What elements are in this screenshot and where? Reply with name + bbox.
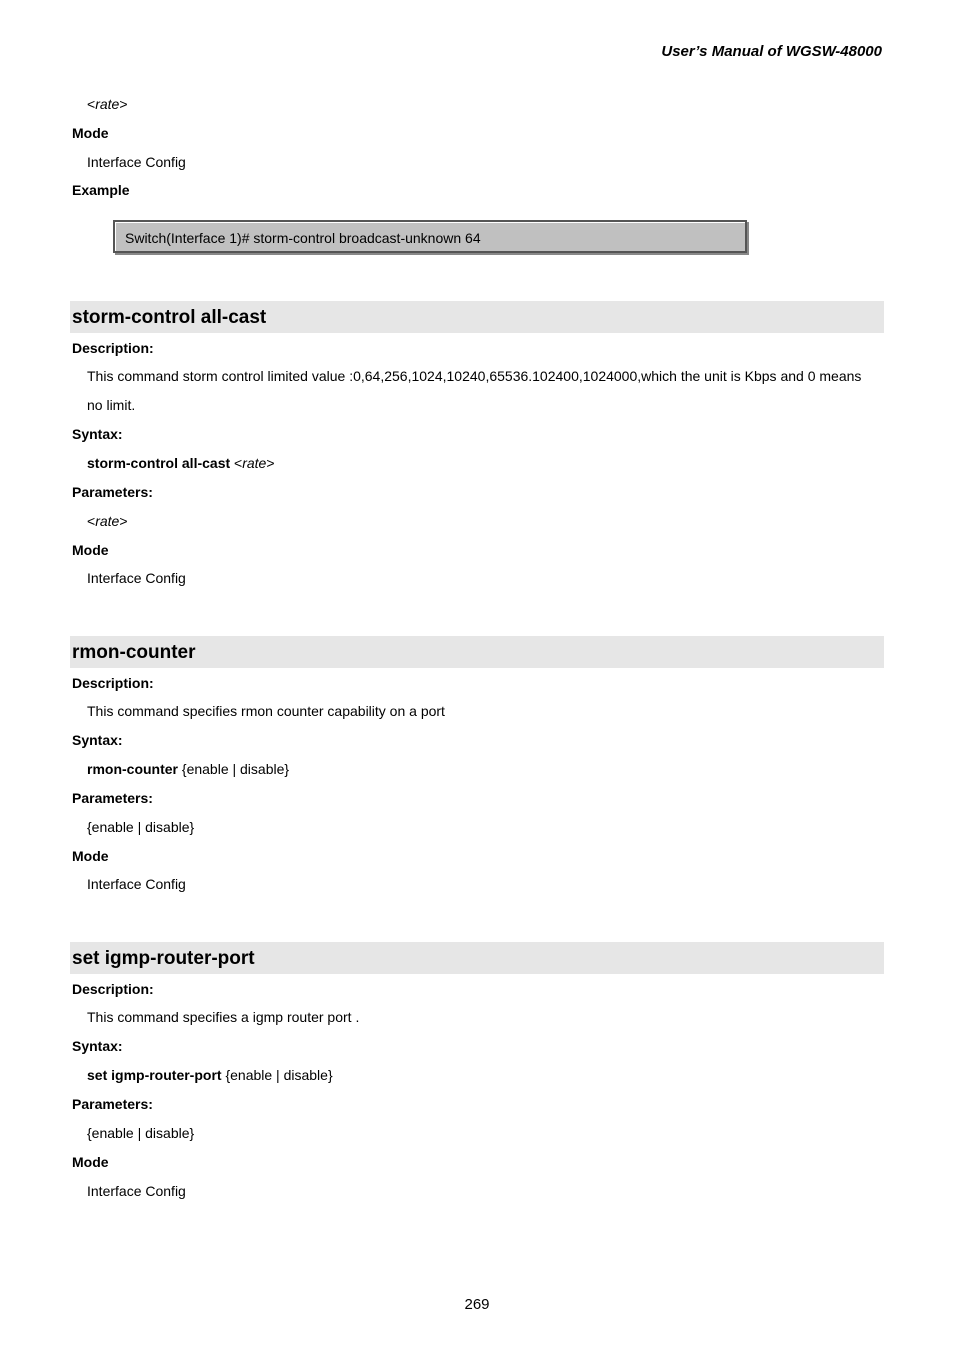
parameters-value [87,513,128,529]
description-text: This command specifies rmon counter capability on a port [87,703,445,719]
section-title: storm-control all-cast [72,307,267,328]
syntax-line [87,761,289,777]
section-heading-storm-control-all-cast [70,301,884,333]
param-close: > [119,513,128,529]
mode-value: Interface Config [87,876,186,892]
mode-value: Interface Config [87,154,186,170]
syntax-label: Syntax: [72,732,123,748]
description-text-cont: no limit. [87,397,136,413]
section-title: rmon-counter [72,642,196,663]
parameters-value: {enable | disable} [87,1125,195,1141]
syntax-line [87,1067,333,1083]
mode-label: Mode [72,1154,109,1170]
mode-label: Mode [72,542,109,558]
section-heading-set-igmp-router-port [70,942,884,974]
param-rate-name: rate [95,513,120,529]
syntax-close: > [266,455,275,471]
param-rate [87,96,128,112]
description-label: Description: [72,981,154,997]
syntax-args: {enable | disable} [178,761,290,777]
param-open: < [87,96,96,112]
description-label: Description: [72,340,154,356]
parameters-label: Parameters: [72,790,153,806]
parameters-label: Parameters: [72,1096,153,1112]
syntax-line [87,455,275,471]
section-heading-rmon-counter [70,636,884,668]
syntax-args: {enable | disable} [221,1067,333,1083]
manual-title: User’s Manual of WGSW-48000 [661,43,882,60]
syntax-label: Syntax: [72,426,123,442]
example-label: Example [72,182,130,198]
page-number: 269 [464,1296,490,1313]
mode-value: Interface Config [87,570,186,586]
mode-label: Mode [72,125,109,141]
param-open: < [87,513,96,529]
example-code: Switch(Interface 1)# storm-control broadcast-unknown 64 [125,230,481,246]
mode-label: Mode [72,848,109,864]
param-rate-name: rate [95,96,120,112]
param-close: > [119,96,128,112]
parameters-label: Parameters: [72,484,153,500]
section-title: set igmp-router-port [72,948,255,969]
syntax-open: < [230,455,243,471]
syntax-rate: rate [242,455,267,471]
description-label: Description: [72,675,154,691]
description-text: This command specifies a igmp router port . [87,1009,360,1025]
syntax-command: rmon-counter [87,761,178,777]
mode-value: Interface Config [87,1183,186,1199]
syntax-command: set igmp-router-port [87,1067,222,1083]
example-code-box [113,220,747,253]
syntax-label: Syntax: [72,1038,123,1054]
description-text: This command storm control limited value :0,64,256,1024,10240,65536.102400,1024000,which the unit is Kbps and 0 means [87,368,862,384]
parameters-value: {enable | disable} [87,819,195,835]
syntax-command: storm-control all-cast [87,455,231,471]
